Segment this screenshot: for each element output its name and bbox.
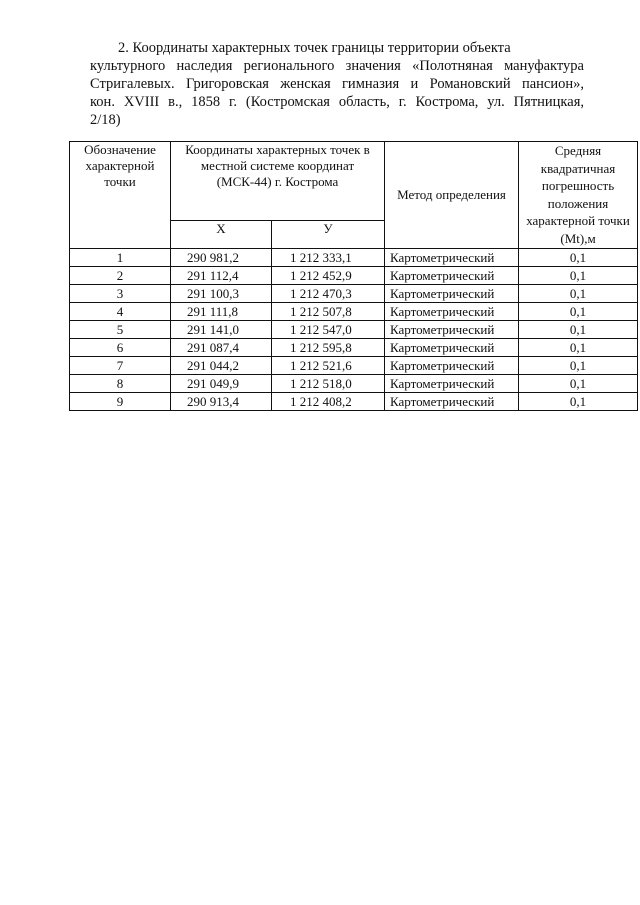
y-coordinate: 1 212 452,9 xyxy=(272,267,385,285)
y-coordinate: 1 212 470,3 xyxy=(272,285,385,303)
y-coordinate: 1 212 518,0 xyxy=(272,375,385,393)
table-row xyxy=(70,249,638,267)
x-coordinate: 291 112,4 xyxy=(171,267,272,285)
x-coordinate: 291 100,3 xyxy=(171,285,272,303)
table-row xyxy=(70,393,638,411)
method-cell: Картометрический xyxy=(385,285,519,303)
x-coordinate: 291 087,4 xyxy=(171,339,272,357)
method-cell: Картометрический xyxy=(385,321,519,339)
x-coordinate: 290 913,4 xyxy=(171,393,272,411)
point-number: 2 xyxy=(70,267,171,285)
x-coordinate: 291 111,8 xyxy=(171,303,272,321)
point-number: 7 xyxy=(70,357,171,375)
mean-error-cell: 0,1 xyxy=(519,303,638,321)
mean-error-cell: 0,1 xyxy=(519,249,638,267)
header-coordinates: Координаты характерных точек в местной системе координат (МСК-44) г. Кострома xyxy=(171,142,385,221)
coordinates-table xyxy=(69,141,638,411)
table-row xyxy=(70,375,638,393)
x-coordinate: 290 981,2 xyxy=(171,249,272,267)
header-mean-error: Средняя квадратичная погрешность положения характерной точки (Mt),м xyxy=(519,142,638,249)
mean-error-cell: 0,1 xyxy=(519,357,638,375)
method-cell: Картометрический xyxy=(385,249,519,267)
table-row xyxy=(70,321,638,339)
y-coordinate: 1 212 333,1 xyxy=(272,249,385,267)
y-coordinate: 1 212 507,8 xyxy=(272,303,385,321)
point-number: 6 xyxy=(70,339,171,357)
mean-error-cell: 0,1 xyxy=(519,285,638,303)
method-cell: Картометрический xyxy=(385,303,519,321)
heading-line: 2. Координаты характерных точек границы территории объекта xyxy=(118,40,511,56)
method-cell: Картометрический xyxy=(385,339,519,357)
x-coordinate: 291 141,0 xyxy=(171,321,272,339)
point-number: 4 xyxy=(70,303,171,321)
table-row xyxy=(70,357,638,375)
header-point-designation: Обозначение характерной точки xyxy=(70,142,171,249)
y-coordinate: 1 212 521,6 xyxy=(272,357,385,375)
y-coordinate: 1 212 547,0 xyxy=(272,321,385,339)
section-heading xyxy=(90,39,584,129)
point-number: 5 xyxy=(70,321,171,339)
heading-line: 2/18) xyxy=(90,112,121,128)
table-row xyxy=(70,303,638,321)
mean-error-cell: 0,1 xyxy=(519,321,638,339)
y-coordinate: 1 212 408,2 xyxy=(272,393,385,411)
heading-line: кон. XVIII в., 1858 г. (Костромская область, г. Кострома, ул. Пятницкая, xyxy=(90,94,584,110)
y-coordinate: 1 212 595,8 xyxy=(272,339,385,357)
point-number: 1 xyxy=(70,249,171,267)
point-number: 3 xyxy=(70,285,171,303)
x-coordinate: 291 049,9 xyxy=(171,375,272,393)
mean-error-cell: 0,1 xyxy=(519,375,638,393)
header-x: X xyxy=(171,221,272,249)
heading-line: Стригалевых. Григоровская женская гимназия и Романовский пансион», xyxy=(90,76,584,92)
method-cell: Картометрический xyxy=(385,357,519,375)
point-number: 9 xyxy=(70,393,171,411)
mean-error-cell: 0,1 xyxy=(519,339,638,357)
header-y: У xyxy=(272,221,385,249)
mean-error-cell: 0,1 xyxy=(519,393,638,411)
header-method: Метод определения xyxy=(385,142,519,249)
mean-error-cell: 0,1 xyxy=(519,267,638,285)
table-row xyxy=(70,339,638,357)
table-row xyxy=(70,267,638,285)
method-cell: Картометрический xyxy=(385,375,519,393)
point-number: 8 xyxy=(70,375,171,393)
method-cell: Картометрический xyxy=(385,393,519,411)
table-row xyxy=(70,285,638,303)
method-cell: Картометрический xyxy=(385,267,519,285)
heading-line: культурного наследия регионального значения «Полотняная мануфактура xyxy=(90,58,584,74)
x-coordinate: 291 044,2 xyxy=(171,357,272,375)
